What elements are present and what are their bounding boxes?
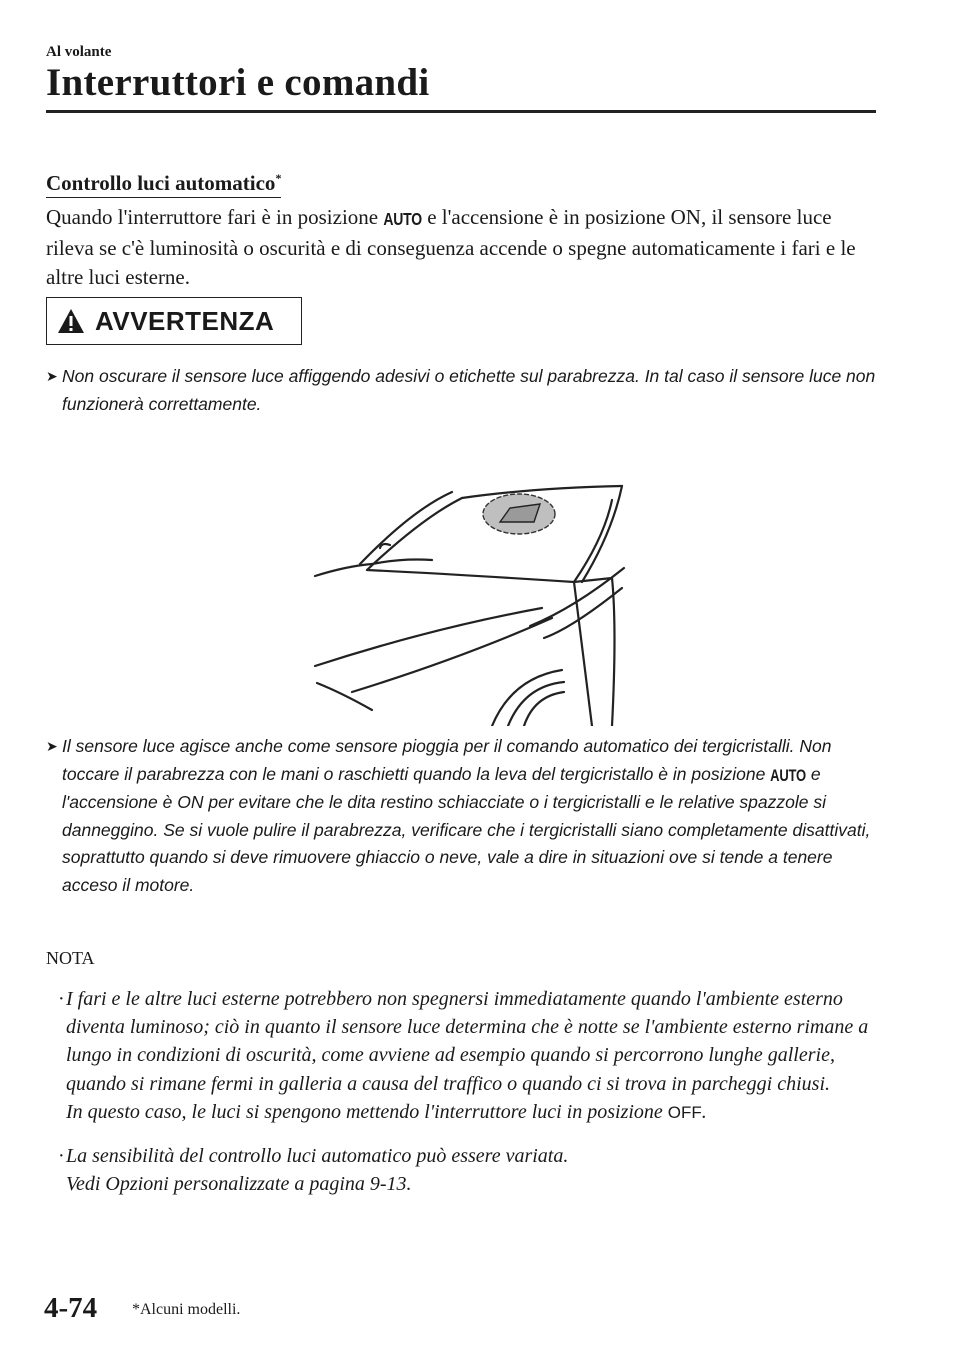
note-label: NOTA — [46, 948, 95, 968]
note-item-1 — [58, 985, 878, 1127]
note-item-2-text — [58, 1142, 878, 1198]
section-label: Al volante — [46, 44, 112, 60]
note-item-1-text-2: In questo caso, le luci si spengono mettendo l'interruttore luci in posizione — [66, 1100, 668, 1123]
intro-text-2: e l'accensione è in posizione ON, il sensore luce rileva se c'è luminosità o oscurità e di conseguenza accende o spegne automaticamente i fari e le altre luci esterne. — [46, 205, 856, 289]
page-number: 4-74 — [44, 1292, 98, 1324]
note-item-2-text-1: La sensibilità del controllo luci automatico può essere variata. — [66, 1145, 569, 1167]
off-position-label: OFF — [667, 1102, 702, 1122]
auto-position-label-2: AUTO — [770, 765, 806, 785]
title-rule — [46, 110, 876, 113]
arrowhead-bullet-icon: ➤ — [46, 738, 58, 754]
note-bullet-dot: · — [58, 988, 65, 1010]
section-heading — [46, 165, 281, 198]
warning-box — [46, 297, 302, 345]
warning-bullet-2-text-1: Il sensore luce agisce anche come sensore pioggia per il comando automatico dei tergicristalli. Non toccare il parabrezza con le mani o raschietti quando la leva del tergicristallo è in posizione — [62, 736, 832, 784]
note-item-2-text-2: Vedi Opzioni personalizzate a pagina 9-13. — [66, 1173, 412, 1196]
note-item-1-text — [58, 985, 878, 1127]
warning-label: AVVERTENZA — [95, 305, 275, 336]
warning-bullet-2-text-2: e l'accensione è ON per evitare che le dita restino schiacciate o i tergicristalli e le relative spazzole si danneggino. Se si vuole pulire il parabrezza, verificare che i tergicristalli siano completamente disattivati, soprattutto quando si deve rimuovere ghiaccio o neve, vale a dire in situazioni ove si tende a tenere acceso il motore. — [62, 763, 871, 895]
note-item-1-end: . — [701, 1100, 707, 1123]
note-bullet-dot: · — [58, 1145, 65, 1167]
warning-bullet-2-text — [46, 733, 876, 900]
warning-bullet-2 — [46, 733, 876, 900]
warning-bullet-1-text: Non oscurare il sensore luce affiggendo adesivi o etichette sul parabrezza. In tal caso il sensore luce non funzionerà correttamente. — [62, 366, 876, 414]
section-heading-text: Controllo luci automatico — [46, 171, 276, 195]
intro-text-1: Quando l'interruttore fari è in posizione — [46, 205, 384, 229]
section-heading-mark: * — [275, 171, 282, 185]
warning-triangle-icon — [57, 308, 85, 334]
note-item-1-text-1: I fari e le altre luci esterne potrebbero non spegnersi immediatamente quando l'ambiente esterno diventa luminoso; ciò in quanto il sensore luce determina che è notte se l'ambiente esterno rimane a lungo in condizioni di oscurità, come avviene ad esempio quando si percorrono lunghe gallerie, quando si rimane fermi in galleria a causa del traffico o quando ci si trova in parcheggi chiusi. — [66, 988, 869, 1095]
auto-position-label: AUTO — [383, 208, 422, 229]
arrowhead-bullet-icon: ➤ — [46, 368, 58, 384]
intro-paragraph — [46, 203, 876, 292]
warning-bullet-1 — [46, 363, 876, 418]
windshield-sensor-illustration — [312, 478, 632, 726]
page-title: Interruttori e comandi — [46, 61, 430, 104]
footnote: *Alcuni modelli. — [132, 1301, 241, 1318]
note-item-2 — [58, 1142, 878, 1198]
